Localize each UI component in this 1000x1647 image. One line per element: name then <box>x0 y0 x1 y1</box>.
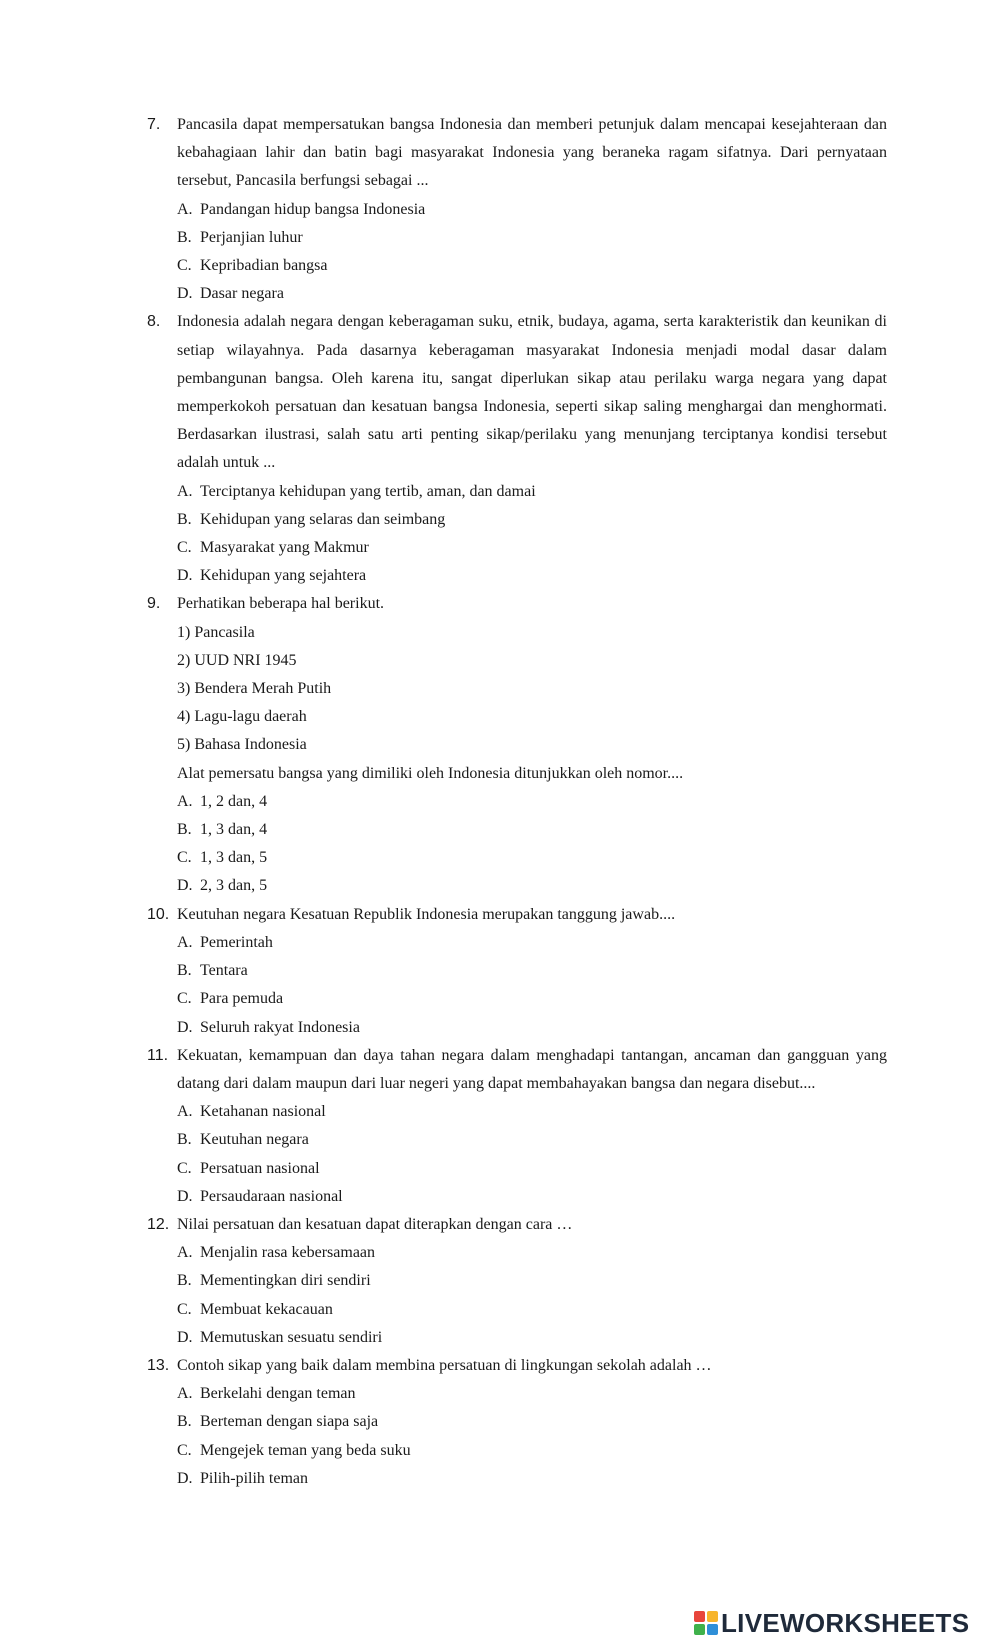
option-letter: B. <box>177 1131 192 1149</box>
option-text: Masyarakat yang Makmur <box>200 539 369 557</box>
option-text: Mengejek teman yang beda suku <box>200 1441 411 1459</box>
option-text: Dasar negara <box>200 285 284 303</box>
answer-option-b[interactable] <box>177 1408 887 1436</box>
answer-option-b[interactable] <box>177 1267 887 1295</box>
question-9 <box>0 590 887 900</box>
statement-item: 5) Bahasa Indonesia <box>177 736 307 754</box>
question-number: 12. <box>147 1215 170 1233</box>
option-text: Berteman dengan siapa saja <box>200 1413 379 1431</box>
answer-option-a[interactable] <box>177 1239 887 1267</box>
question-10 <box>0 901 887 1042</box>
option-text: Pemerintah <box>200 933 273 951</box>
liveworksheets-brand-text: LIVEWORKSHEETS <box>721 1607 970 1638</box>
option-text: Ketahanan nasional <box>200 1103 326 1121</box>
question-13 <box>0 1352 887 1493</box>
statement-item: 1) Pancasila <box>177 623 255 641</box>
question-number: 11. <box>147 1046 169 1064</box>
option-text: Kehidupan yang selaras dan seimbang <box>200 510 446 528</box>
option-letter: B. <box>177 1413 192 1431</box>
option-letter: C. <box>177 849 192 867</box>
answer-option-c[interactable] <box>177 1296 887 1324</box>
option-text: Pandangan hidup bangsa Indonesia <box>200 200 426 218</box>
option-letter: C. <box>177 1441 192 1459</box>
answer-option-c[interactable] <box>177 1155 887 1183</box>
option-text: Berkelahi dengan teman <box>200 1385 356 1403</box>
question-number: 13. <box>147 1356 170 1374</box>
question-text: Contoh sikap yang baik dalam membina persatuan di lingkungan sekolah adalah … <box>177 1356 712 1374</box>
option-letter: C. <box>177 1159 192 1177</box>
liveworksheets-logo-icon <box>694 1611 718 1635</box>
option-text: 1, 3 dan, 4 <box>200 821 268 839</box>
answer-option-d[interactable] <box>177 872 887 900</box>
answer-option-a[interactable] <box>177 788 887 816</box>
answer-option-c[interactable] <box>177 534 887 562</box>
statement-item: 3) Bendera Merah Putih <box>177 680 332 698</box>
option-letter: D. <box>177 1328 193 1346</box>
option-letter: D. <box>177 285 193 303</box>
answer-option-d[interactable] <box>177 1465 887 1493</box>
option-text: Menjalin rasa kebersamaan <box>200 1244 376 1262</box>
question-text: Indonesia adalah negara dengan keberagaman suku, etnik, budaya, agama, serta karakteristik dan keunikan di setiap wilayahnya. Pada dasarnya keberagaman masyarakat Indonesia menjadi modal dasar dalam pembangunan bangsa. Oleh karena itu, sangat diperlukan sikap atau perilaku warga negara yang dapat memperkokoh persatuan dan kesatuan bangsa Indonesia, seperti sikap saling menghargai dan menghormati. Berdasarkan ilustrasi, salah satu arti penting sikap/perilaku yang menunjang terciptanya kondisi tersebut adalah untuk ... <box>177 313 887 472</box>
answer-option-a[interactable] <box>177 1098 887 1126</box>
option-letter: B. <box>177 228 192 246</box>
option-text: Perjanjian luhur <box>200 228 303 246</box>
worksheet <box>0 111 1000 1493</box>
logo-square-yellow <box>707 1611 718 1622</box>
answer-option-d[interactable] <box>177 1183 887 1211</box>
option-letter: C. <box>177 257 192 275</box>
option-letter: D. <box>177 877 193 895</box>
answer-option-c[interactable] <box>177 844 887 872</box>
question-8 <box>0 308 887 590</box>
statement-item: 4) Lagu-lagu daerah <box>177 708 307 726</box>
option-letter: B. <box>177 1272 192 1290</box>
option-text: Pilih-pilih teman <box>200 1469 308 1487</box>
answer-option-c[interactable] <box>177 252 887 280</box>
question-11 <box>0 1042 887 1211</box>
answer-option-a[interactable] <box>177 929 887 957</box>
question-number: 7. <box>147 116 161 133</box>
answer-option-b[interactable] <box>177 816 887 844</box>
question-12 <box>0 1211 887 1352</box>
answer-option-b[interactable] <box>177 224 887 252</box>
answer-option-c[interactable] <box>177 985 887 1013</box>
answer-option-a[interactable] <box>177 196 887 224</box>
option-text: Memutuskan sesuatu sendiri <box>200 1328 383 1346</box>
statement-item: 2) UUD NRI 1945 <box>177 651 297 669</box>
answer-option-a[interactable] <box>177 1380 887 1408</box>
question-subtext: Alat pemersatu bangsa yang dimiliki oleh Indonesia ditunjukkan oleh nomor.... <box>177 764 684 782</box>
option-letter: C. <box>177 1300 192 1318</box>
option-letter: D. <box>177 1187 193 1205</box>
option-text: Persatuan nasional <box>200 1159 320 1177</box>
option-letter: D. <box>177 567 193 585</box>
option-letter: A. <box>177 482 193 500</box>
answer-option-d[interactable] <box>177 1324 887 1352</box>
option-letter: B. <box>177 821 192 839</box>
option-text: Mementingkan diri sendiri <box>200 1272 371 1290</box>
question-text: Kekuatan, kemampuan dan daya tahan negara dalam menghadapi tantangan, ancaman dan gangguan yang datang dari dalam maupun dari luar negeri yang dapat membahayakan bangsa dan negara disebut.... <box>177 1046 887 1092</box>
logo-square-green <box>694 1624 705 1635</box>
option-text: Para pemuda <box>200 990 284 1008</box>
option-letter: C. <box>177 990 192 1008</box>
answer-option-b[interactable] <box>177 957 887 985</box>
option-text: Keutuhan negara <box>200 1131 309 1149</box>
question-number: 9. <box>147 595 161 613</box>
option-text: Kepribadian bangsa <box>200 257 328 275</box>
option-letter: A. <box>177 1385 193 1403</box>
option-letter: B. <box>177 962 192 980</box>
logo-square-red <box>694 1611 705 1622</box>
option-text: 1, 2 dan, 4 <box>200 792 268 810</box>
answer-option-c[interactable] <box>177 1437 887 1465</box>
option-text: 2, 3 dan, 5 <box>200 877 268 895</box>
option-letter: D. <box>177 1469 193 1487</box>
option-text: 1, 3 dan, 5 <box>200 849 268 867</box>
answer-option-d[interactable] <box>177 1014 887 1042</box>
answer-option-b[interactable] <box>177 506 887 534</box>
option-text: Membuat kekacauan <box>200 1300 333 1318</box>
answer-option-b[interactable] <box>177 1126 887 1154</box>
option-text: Kehidupan yang sejahtera <box>200 567 367 585</box>
question-text: Nilai persatuan dan kesatuan dapat diterapkan dengan cara … <box>177 1215 573 1233</box>
option-letter: A. <box>177 792 193 810</box>
option-letter: B. <box>177 510 192 528</box>
option-letter: D. <box>177 1018 193 1036</box>
question-number: 8. <box>147 313 161 331</box>
option-letter: C. <box>177 539 192 557</box>
answer-option-d[interactable] <box>177 562 887 590</box>
liveworksheets-logo <box>694 1608 969 1638</box>
question-number: 10. <box>147 905 170 923</box>
option-text: Tentara <box>200 962 248 980</box>
option-letter: A. <box>177 1244 193 1262</box>
question-7 <box>0 111 887 308</box>
option-text: Terciptanya kehidupan yang tertib, aman, dan damai <box>200 482 536 500</box>
question-text: Keutuhan negara Kesatuan Republik Indonesia merupakan tanggung jawab.... <box>177 905 676 923</box>
option-text: Seluruh rakyat Indonesia <box>200 1018 360 1036</box>
answer-option-d[interactable] <box>177 280 887 308</box>
option-letter: A. <box>177 200 193 218</box>
option-letter: A. <box>177 1103 193 1121</box>
option-text: Persaudaraan nasional <box>200 1187 343 1205</box>
option-letter: A. <box>177 933 193 951</box>
logo-square-blue <box>707 1624 718 1635</box>
question-text: Perhatikan beberapa hal berikut. <box>177 595 385 613</box>
answer-option-a[interactable] <box>177 478 887 506</box>
question-text: Pancasila dapat mempersatukan bangsa Indonesia dan memberi petunjuk dalam mencapai kesejahteraan dan kebahagiaan lahir dan batin bagi masyarakat Indonesia yang beraneka ragam sifatnya. Dari pernyataan tersebut, Pancasila berfungsi sebagai ... <box>177 116 887 190</box>
